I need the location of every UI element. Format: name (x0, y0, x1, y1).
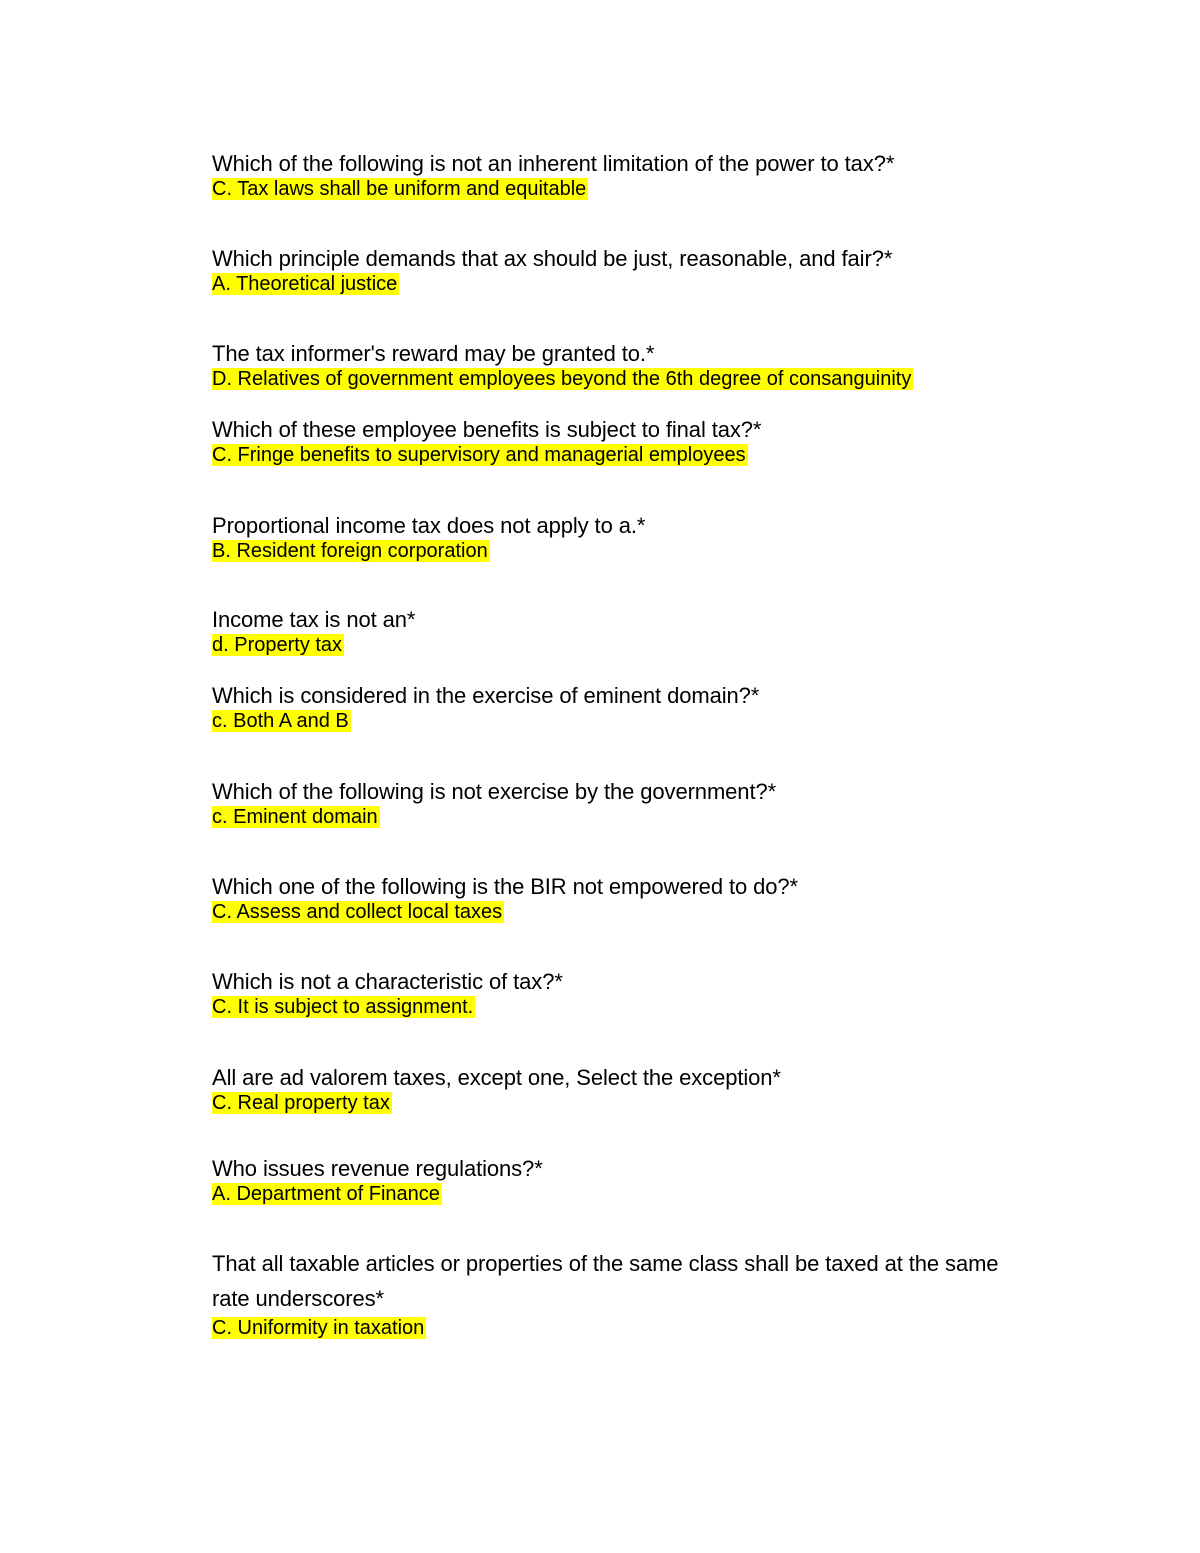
answer-text (212, 995, 1012, 1019)
answer-highlight: C. Assess and collect local taxes (212, 901, 503, 923)
answer-text (212, 709, 1012, 733)
question-text: All are ad valorem taxes, except one, Select the exception* (212, 1065, 781, 1090)
answer-text (212, 177, 1012, 201)
answer-text (212, 272, 1012, 296)
answer-text (212, 443, 1012, 467)
answer-text (212, 1316, 1012, 1340)
question-block (212, 683, 1012, 733)
question-block (212, 607, 1012, 657)
answer-highlight: c. Eminent domain (212, 806, 378, 828)
answer-highlight: d. Property tax (212, 634, 343, 656)
answer-highlight: c. Both A and B (212, 710, 349, 732)
question-block (212, 246, 1012, 296)
answer-highlight: D. Relatives of government employees beyond the 6th degree of consanguinity (212, 368, 912, 390)
question-text: Which of these employee benefits is subject to final tax?* (212, 417, 762, 442)
question-block (212, 1065, 1012, 1115)
answer-highlight: A. Theoretical justice (212, 273, 398, 295)
question-block (212, 341, 1012, 391)
answer-text (212, 900, 1012, 924)
question-text: The tax informer's reward may be granted to.* (212, 341, 655, 366)
question-text: Income tax is not an* (212, 607, 416, 632)
question-block (212, 1246, 1012, 1340)
answer-text (212, 1182, 1012, 1206)
answer-highlight: C. Tax laws shall be uniform and equitable (212, 178, 587, 200)
answer-text (212, 367, 1012, 391)
question-block (212, 874, 1012, 924)
question-text: Which is considered in the exercise of eminent domain?* (212, 683, 760, 708)
question-text: Which of the following is not exercise by the government?* (212, 779, 777, 804)
question-block (212, 779, 1012, 829)
answer-text (212, 805, 1012, 829)
question-text: Which is not a characteristic of tax?* (212, 969, 563, 994)
question-text: Who issues revenue regulations?* (212, 1156, 543, 1181)
answer-highlight: C. Uniformity in taxation (212, 1317, 425, 1339)
answer-text (212, 633, 1012, 657)
question-text: Which principle demands that ax should be just, reasonable, and fair?* (212, 246, 893, 271)
question-block (212, 417, 1012, 467)
question-block (212, 969, 1012, 1019)
question-text: Proportional income tax does not apply to a.* (212, 513, 646, 538)
answer-text (212, 1091, 1012, 1115)
answer-text (212, 539, 1012, 563)
answer-highlight: C. It is subject to assignment. (212, 996, 474, 1018)
question-block (212, 1156, 1012, 1206)
answer-highlight: B. Resident foreign corporation (212, 540, 488, 562)
question-text: Which one of the following is the BIR not empowered to do?* (212, 874, 798, 899)
question-block (212, 151, 1012, 201)
question-text: Which of the following is not an inherent limitation of the power to tax?* (212, 151, 895, 176)
answer-highlight: A. Department of Finance (212, 1183, 440, 1205)
answer-highlight: C. Fringe benefits to supervisory and managerial employees (212, 444, 746, 466)
question-text: That all taxable articles or properties of the same class shall be taxed at the same rate underscores* (212, 1251, 999, 1311)
question-block (212, 513, 1012, 563)
answer-highlight: C. Real property tax (212, 1092, 390, 1114)
